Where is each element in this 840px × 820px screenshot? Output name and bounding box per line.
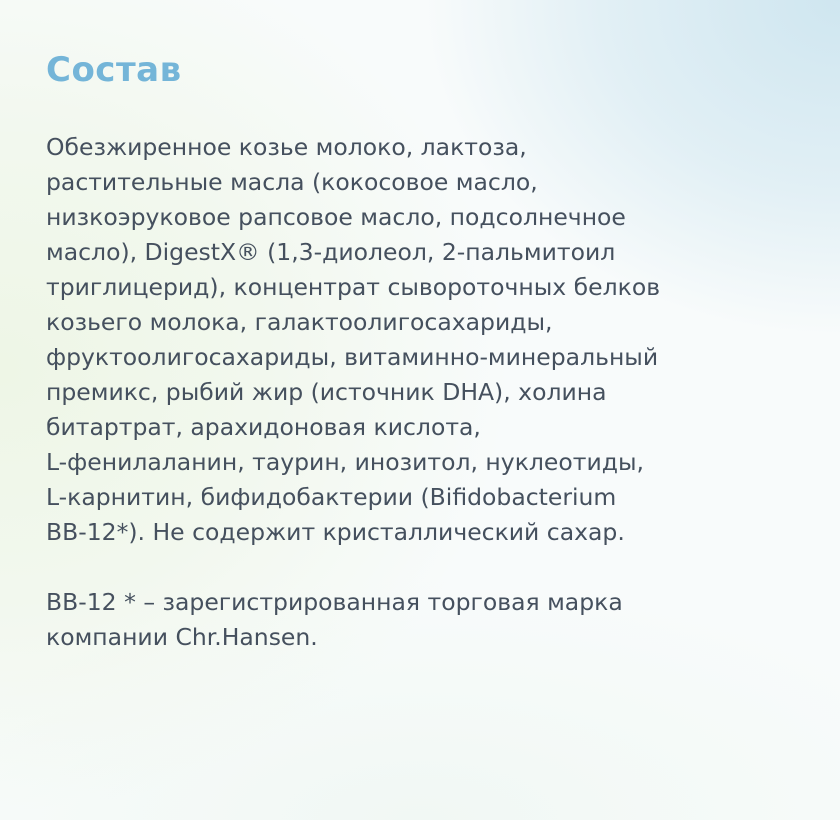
page-title: Состав xyxy=(46,50,182,90)
trademark-footnote xyxy=(46,585,806,655)
composition-line: фруктоолигосахариды, витаминно-минеральный xyxy=(46,343,659,371)
composition-line: Обезжиренное козье молоко, лактоза, xyxy=(46,133,527,161)
composition-line: масло), DigestX® (1,3-диолеол, 2-пальмитоил xyxy=(46,238,616,266)
composition-line: битартрат, арахидоновая кислота, xyxy=(46,413,481,441)
composition-line: растительные масла (кокосовое масло, xyxy=(46,168,538,196)
composition-line: козьего молока, галактоолигосахариды, xyxy=(46,308,553,336)
composition-text xyxy=(46,130,806,550)
composition-line: L-фенилаланин, таурин, инозитол, нуклеотиды, xyxy=(46,448,644,476)
composition-line: L-карнитин, бифидобактерии (Bifidobacterium xyxy=(46,483,617,511)
document-page xyxy=(46,44,806,655)
composition-line: BB-12*). Не содержит кристаллический сахар. xyxy=(46,518,625,546)
footnote-line: компании Chr.Hansen. xyxy=(46,623,318,651)
composition-line: низкоэруковое рапсовое масло, подсолнечное xyxy=(46,203,626,231)
footnote-line: BB-12 * – зарегистрированная торговая марка xyxy=(46,588,623,616)
composition-line: триглицерид), концентрат сывороточных белков xyxy=(46,273,661,301)
composition-line: премикс, рыбий жир (источник DHA), холина xyxy=(46,378,607,406)
